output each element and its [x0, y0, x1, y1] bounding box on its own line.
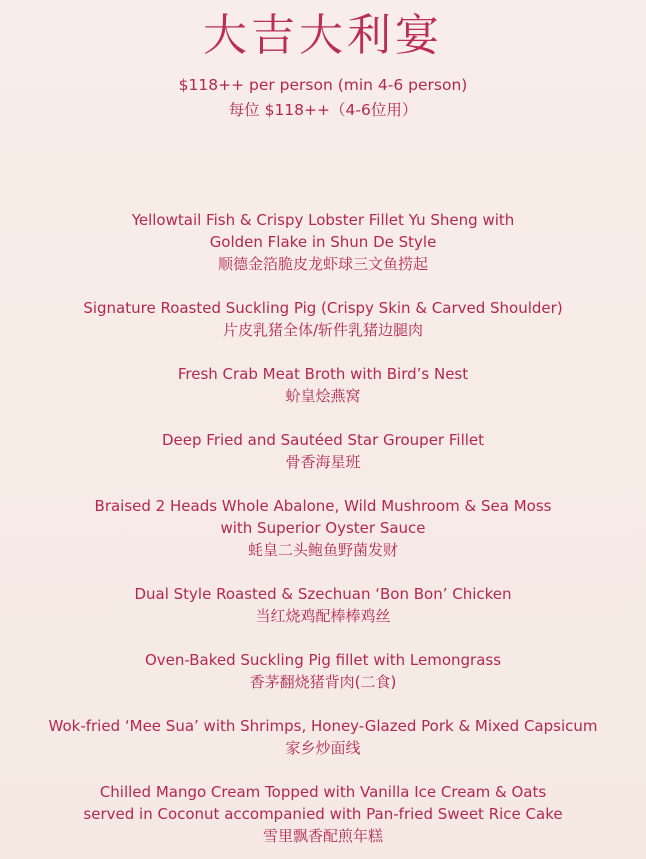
menu-item — [0, 429, 646, 473]
menu-item — [0, 209, 646, 275]
menu-item-chinese-name: 蚝皇二头鲍鱼野菌发财 — [247, 541, 398, 559]
menu-item-chinese-name: 雪里飘香配煎年糕 — [262, 827, 383, 845]
menu-title: 大吉大利宴 — [203, 10, 443, 61]
menu-item-chinese-name: 顺德金箔脆皮龙虾球三文鱼捞起 — [217, 255, 428, 273]
menu-item-english-line: Golden Flake in Shun De Style — [209, 233, 437, 251]
menu-item — [0, 495, 646, 561]
menu-item-english-line: served in Coconut accompanied with Pan-fried Sweet Rice Cake — [83, 805, 563, 823]
menu-item-english-line: Deep Fried and Sautéed Star Grouper Fillet — [161, 431, 485, 449]
price-english: $118++ per person (min 4-6 person) — [178, 76, 468, 94]
menu-item — [0, 715, 646, 759]
menu-item-english-line: Signature Roasted Suckling Pig (Crispy Skin & Carved Shoulder) — [83, 299, 563, 317]
menu-item — [0, 781, 646, 847]
menu-item-english-line: with Superior Oyster Sauce — [220, 519, 426, 537]
menu-item-chinese-name: 蚧皇烩燕窝 — [285, 387, 361, 405]
menu-item — [0, 583, 646, 627]
price-chinese: 每位 $118++（4-6位用） — [228, 101, 418, 119]
menu-item-chinese-name: 香茅翻烧猪背肉(二食) — [249, 673, 397, 691]
menu-item-chinese-name: 骨香海星班 — [285, 453, 361, 471]
menu-item-chinese-name: 片皮乳猪全体/斩件乳猪边腿肉 — [222, 321, 424, 339]
menu-item-english-line: Wok-fried ‘Mee Sua’ with Shrimps, Honey-Glazed Pork & Mixed Capsicum — [48, 717, 598, 735]
menu-item-chinese-name: 当红烧鸡配棒棒鸡丝 — [255, 607, 391, 625]
menu-item-english-line: Fresh Crab Meat Broth with Bird’s Nest — [177, 365, 469, 383]
menu-item-chinese-name: 家乡炒面线 — [285, 739, 361, 757]
menu-item-english-line: Braised 2 Heads Whole Abalone, Wild Mushroom & Sea Moss — [94, 497, 552, 515]
menu-item — [0, 363, 646, 407]
menu-item-english-line: Oven-Baked Suckling Pig fillet with Lemongrass — [144, 651, 502, 669]
menu-item-english-line: Dual Style Roasted & Szechuan ‘Bon Bon’ Chicken — [134, 585, 512, 603]
menu-item — [0, 649, 646, 693]
menu-item — [0, 297, 646, 341]
menu-item-english-line: Yellowtail Fish & Crispy Lobster Fillet Yu Sheng with — [131, 211, 515, 229]
menu-item-english-line: Chilled Mango Cream Topped with Vanilla Ice Cream & Oats — [99, 783, 547, 801]
